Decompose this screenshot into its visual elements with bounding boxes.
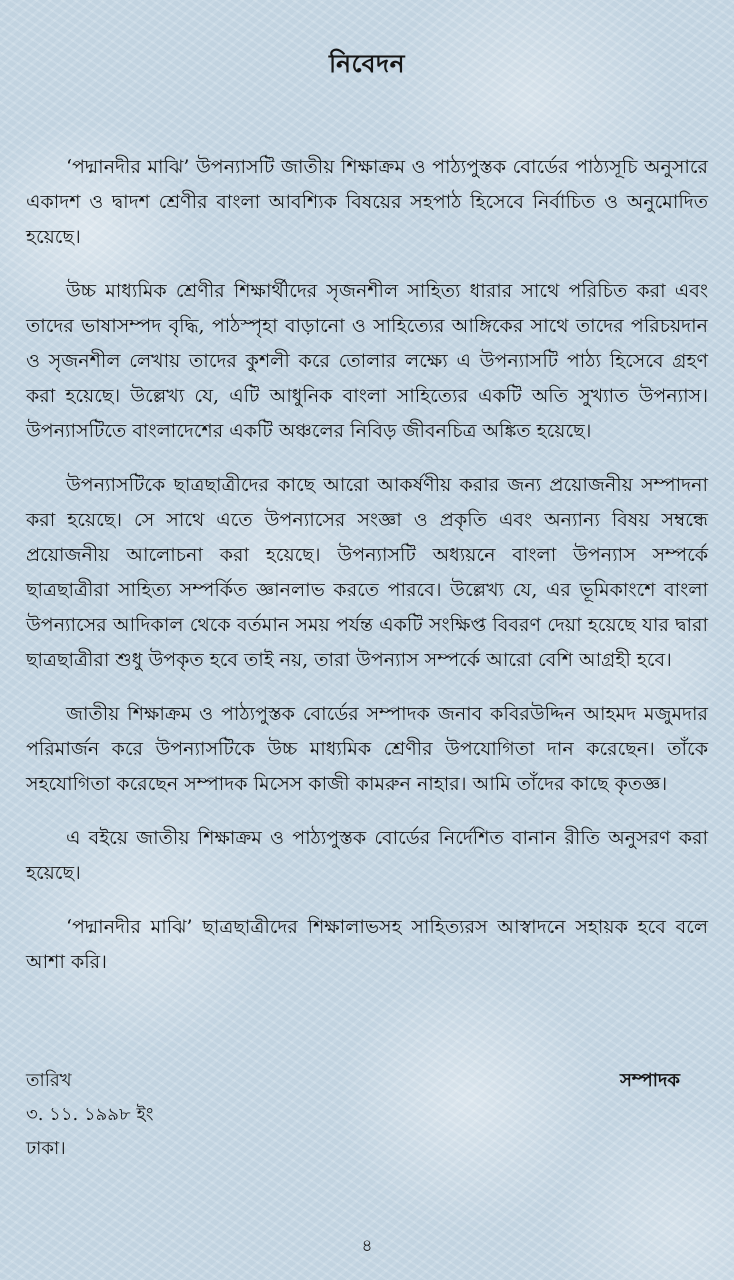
date-value: ৩. ১১. ১৯৯৮ ইং xyxy=(26,1104,154,1125)
preface-paragraph-1: ‘পদ্মানদীর মাঝি’ উপন্যাসটি জাতীয় শিক্ষাক্রম ও পাঠ্যপুস্তক বোর্ডের পাঠ্যসূচি অনুসারে একাদশ ও দ্বাদশ শ্রেণীর বাংলা আবশ্যিক বিষয়ের সহপাঠ হিসেবে নির্বাচিত ও অনুমোদিত হয়েছে। xyxy=(26,156,708,248)
date-label: তারিখ xyxy=(26,1070,72,1091)
preface-paragraph-4: জাতীয় শিক্ষাক্রম ও পাঠ্যপুস্তক বোর্ডের সম্পাদক জনাব কবিরউদ্দিন আহমদ মজুমদার পরিমার্জন করে উপন্যাসটিকে উচ্চ মাধ্যমিক শ্রেণীর উপযোগিতা দান করেছেন। তাঁকে সহযোগিতা করেছেন সম্পাদক মিসেস কাজী কামরুন নাহার। আমি তাঁদের কাছে কৃতজ্ঞ। xyxy=(26,703,708,795)
preface-paragraph-5: এ বইয়ে জাতীয় শিক্ষাক্রম ও পাঠ্যপুস্তক বোর্ডের নির্দেশিত বানান রীতি অনুসরণ করা হয়েছে। xyxy=(26,827,708,884)
preface-paragraph-6: ‘পদ্মানদীর মাঝি’ ছাত্রছাত্রীদের শিক্ষালাভসহ সাহিত্যরস আস্বাদনে সহায়ক হবে বলে আশা করি। xyxy=(26,916,708,973)
page-number: ৪ xyxy=(361,1236,373,1256)
preface-body xyxy=(26,150,708,980)
signature: সম্পাদক xyxy=(619,1070,680,1091)
preface-paragraph-3: উপন্যাসটিকে ছাত্রছাত্রীদের কাছে আরো আকর্ষণীয় করার জন্য প্রয়োজনীয় সম্পাদনা করা হয়েছে। সে সাথে এতে উপন্যাসের সংজ্ঞা ও প্রকৃতি এবং অন্যান্য বিষয় সম্বন্ধে প্রয়োজনীয় আলোচনা করা হয়েছে। উপন্যাসটি অধ্যয়নে বাংলা উপন্যাস সম্পর্কে ছাত্রছাত্রীরা সাহিত্য সম্পর্কিত জ্ঞানলাভ করতে পারবে। উল্লেখ্য যে, এর ভূমিকাংশে বাংলা উপন্যাসের আদিকাল থেকে বর্তমান সময় পর্যন্ত একটি সংক্ষিপ্ত বিবরণ দেয়া হয়েছে যার দ্বারা ছাত্রছাত্রীরা শুধু উপকৃত হবে তাই নয়, তারা উপন্যাস সম্পর্কে আরো বেশি আগ্রহী হবে। xyxy=(26,474,708,671)
place-name: ঢাকা। xyxy=(26,1138,66,1159)
date-place-block xyxy=(26,1064,154,1166)
page-title: নিবেদন xyxy=(328,49,406,78)
preface-paragraph-2: উচ্চ মাধ্যমিক শ্রেণীর শিক্ষার্থীদের সৃজনশীল সাহিত্য ধারার সাথে পরিচিত করা এবং তাদের ভাষাসম্পদ বৃদ্ধি, পাঠস্পৃহা বাড়ানো ও সাহিত্যের আঙ্গিকের সাথে তাদের পরিচয়দান ও সৃজনশীল লেখায় তাদের কুশলী করে তোলার লক্ষ্যে এ উপন্যাসটি পাঠ্য হিসেবে গ্রহণ করা হয়েছে। উল্লেখ্য যে, এটি আধুনিক বাংলা সাহিত্যের একটি অতি সুখ্যাত উপন্যাস। উপন্যাসটিতে বাংলাদেশের একটি অঞ্চলের নিবিড় জীবনচিত্র অঙ্কিত হয়েছে। xyxy=(26,280,708,442)
document-page xyxy=(26,40,708,1260)
